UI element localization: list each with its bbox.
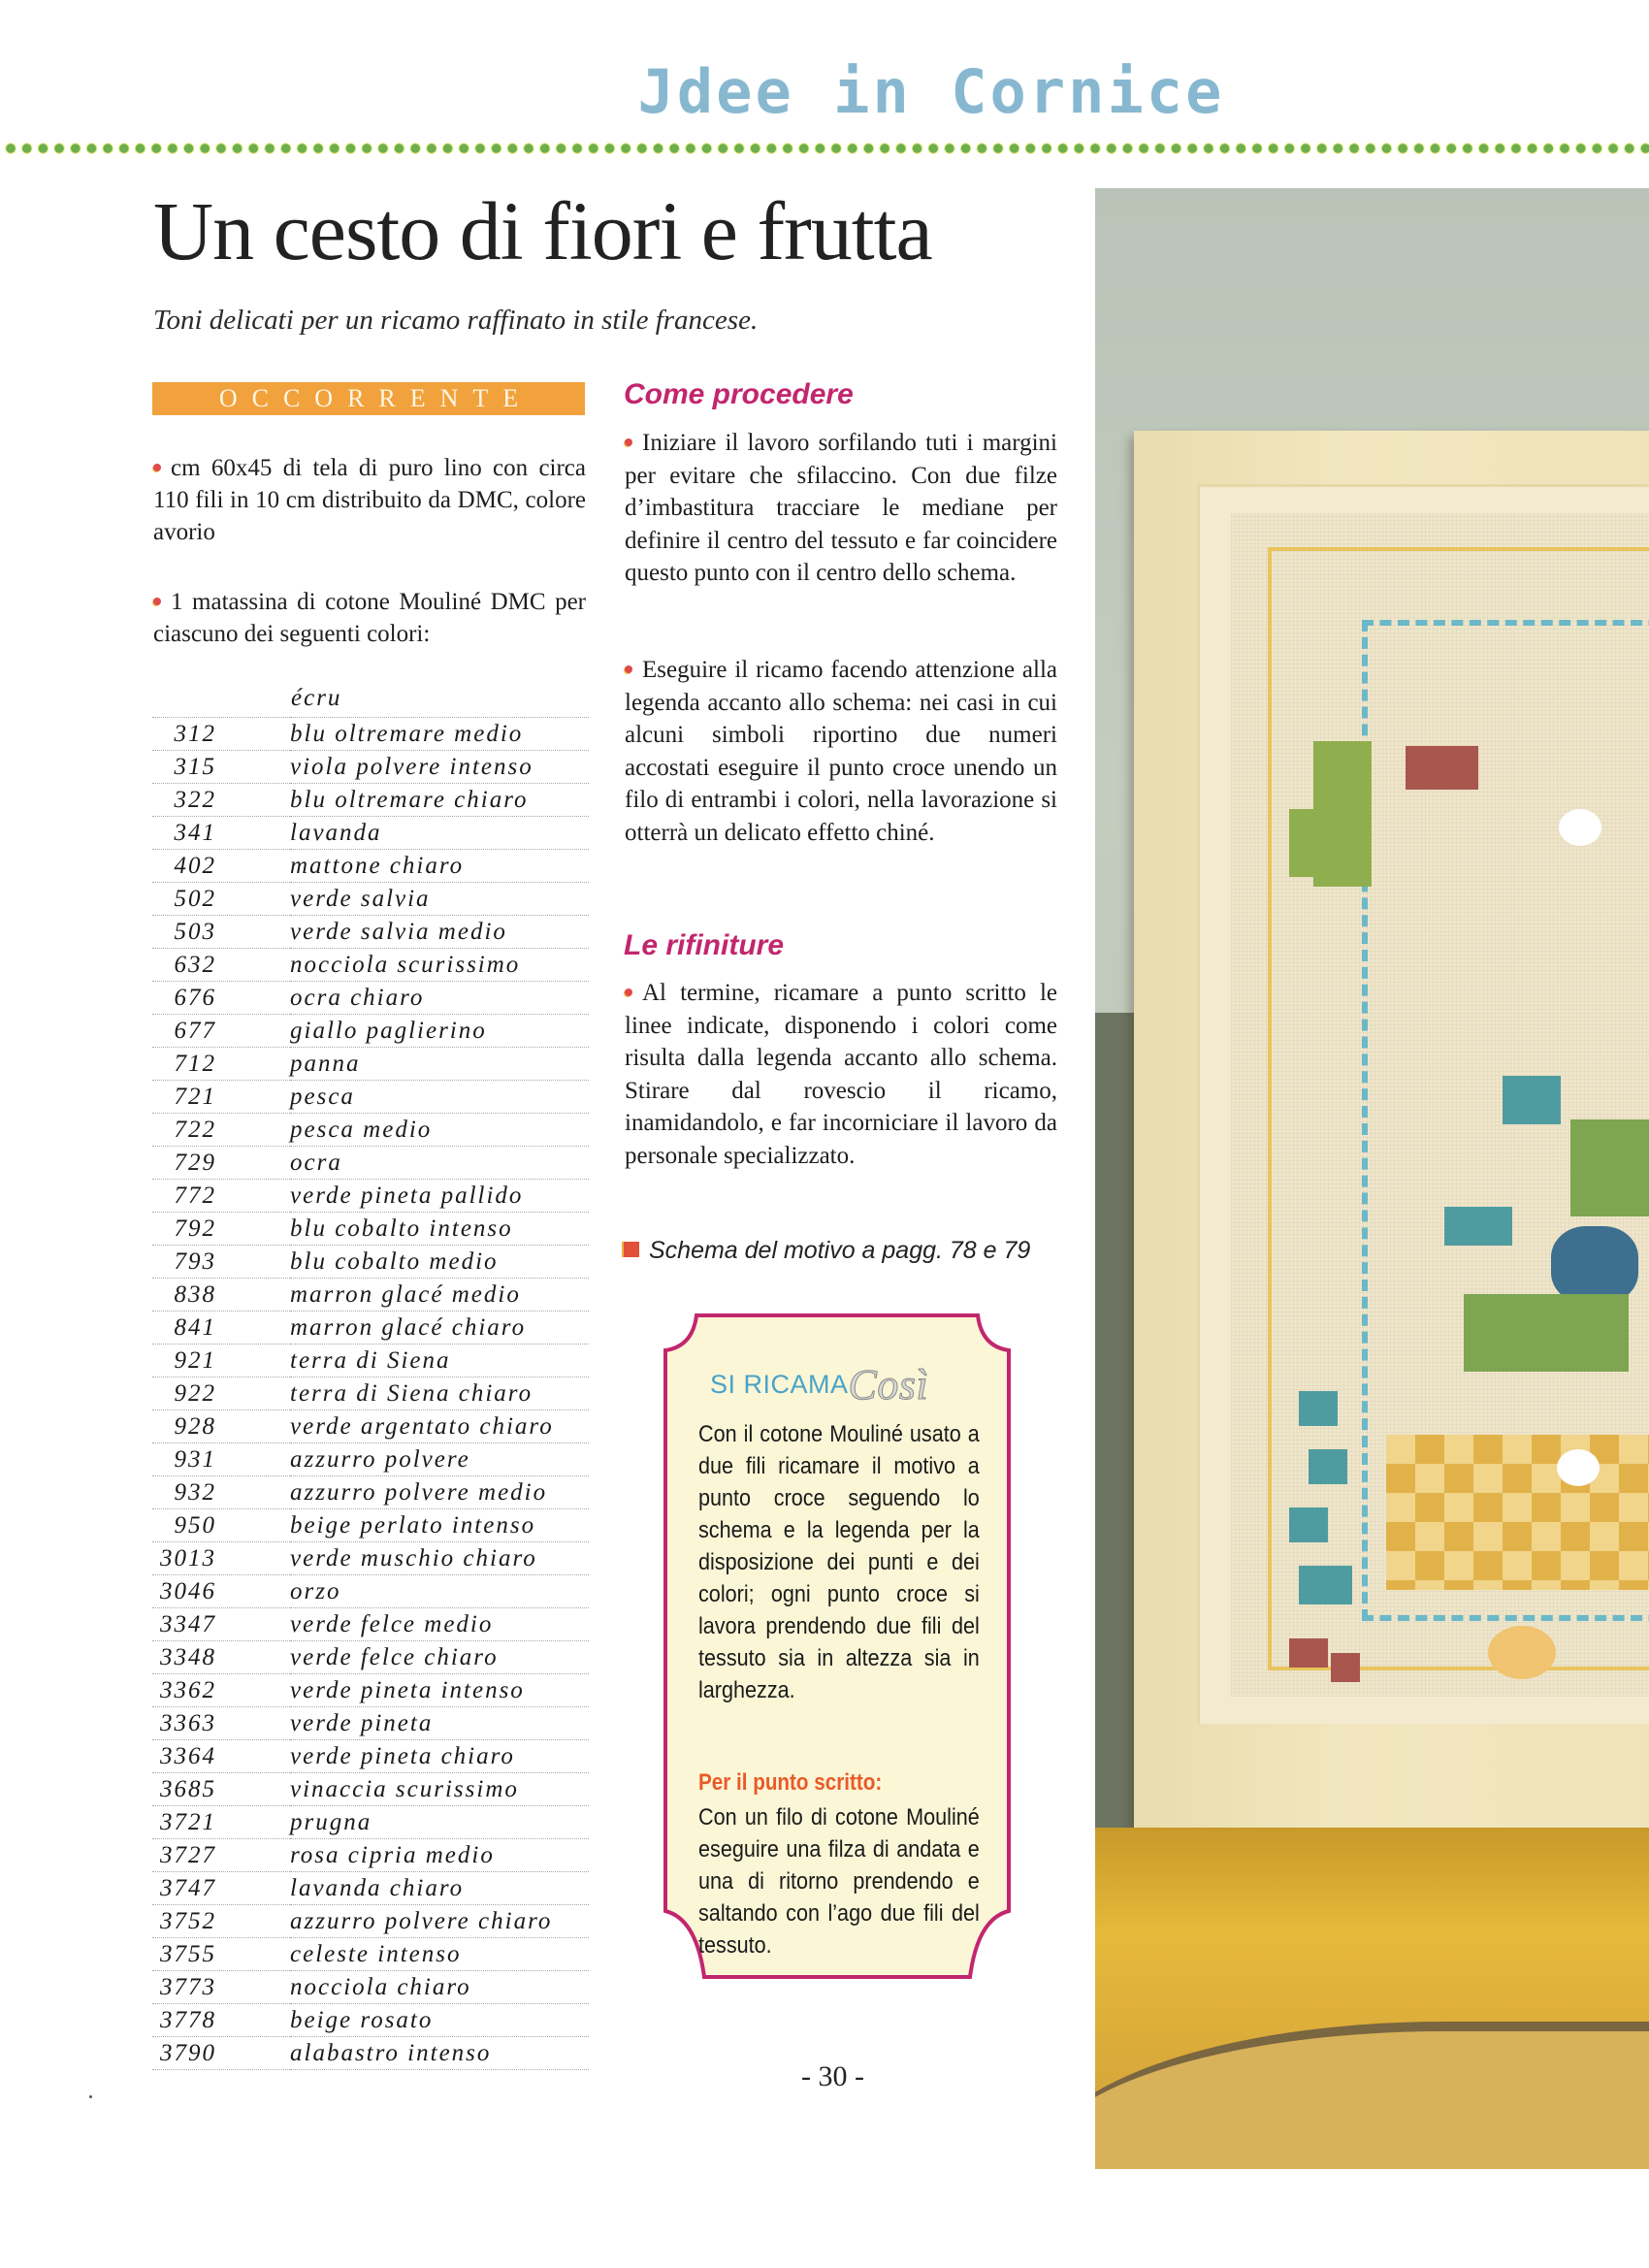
- color-name: lavanda: [290, 817, 589, 850]
- dmc-code: 921: [152, 1345, 290, 1377]
- color-name: beige perlato intenso: [290, 1509, 589, 1542]
- color-row: [152, 1575, 589, 1608]
- color-row: [152, 949, 589, 982]
- dmc-code: 3347: [152, 1608, 290, 1641]
- color-name: azzurro polvere chiaro: [290, 1905, 589, 1938]
- dmc-code: 3727: [152, 1839, 290, 1872]
- color-name: verde felce medio: [290, 1608, 589, 1641]
- color-row: [152, 1542, 589, 1575]
- color-name: prugna: [290, 1806, 589, 1839]
- dmc-code: 3773: [152, 1971, 290, 2004]
- bullet-icon: [625, 438, 632, 446]
- color-row: [152, 1345, 589, 1377]
- color-row: [152, 1641, 589, 1674]
- color-row: [152, 1410, 589, 1443]
- color-row: [152, 2004, 589, 2037]
- color-name: beige rosato: [290, 2004, 589, 2037]
- procedure-paragraph: Iniziare il lavoro sorfilando tuti i margini per evitare che sfilaccino. Con due filze d’imbastitura tracciare le mediane per definire il centro del tessuto e far coincidere questo punto con il centro dello schema.: [625, 430, 1057, 586]
- info-box-subheading: Per il punto scritto:: [698, 1769, 883, 1796]
- dmc-code: 3364: [152, 1740, 290, 1773]
- dmc-code: 838: [152, 1279, 290, 1312]
- dmc-code: 931: [152, 1443, 290, 1476]
- color-row: [152, 1839, 589, 1872]
- dmc-code: 841: [152, 1312, 290, 1345]
- color-name: pesca medio: [290, 1114, 589, 1147]
- bullet-icon: [625, 988, 632, 996]
- color-row: [152, 1081, 589, 1114]
- color-row: [152, 2037, 589, 2070]
- info-box-title-script: Così: [848, 1361, 929, 1409]
- color-name: azzurro polvere: [290, 1443, 589, 1476]
- color-name: verde muschio chiaro: [290, 1542, 589, 1575]
- dmc-code: 3721: [152, 1806, 290, 1839]
- color-name: verde pineta intenso: [290, 1674, 589, 1707]
- color-name: verde argentato chiaro: [290, 1410, 589, 1443]
- article-title: Un cesto di fiori e frutta: [153, 184, 932, 277]
- dmc-code: 3778: [152, 2004, 290, 2037]
- color-row: [152, 850, 589, 883]
- color-row: [152, 1905, 589, 1938]
- square-bullet-icon: [624, 1242, 639, 1257]
- small-flower-motif: [1309, 1449, 1347, 1484]
- dmc-code: 402: [152, 850, 290, 883]
- dmc-code: 3685: [152, 1773, 290, 1806]
- color-name: marron glacé medio: [290, 1279, 589, 1312]
- leaf-motif: [1444, 1207, 1512, 1246]
- dmc-code: 312: [152, 718, 290, 751]
- article-subtitle: Toni delicati per un ricamo raffinato in stile francese.: [153, 305, 759, 336]
- dmc-code: 928: [152, 1410, 290, 1443]
- color-name: ocra chiaro: [290, 982, 589, 1015]
- color-row: [152, 1213, 589, 1246]
- color-name: blu oltremare chiaro: [290, 784, 589, 817]
- dmc-code: 3348: [152, 1641, 290, 1674]
- page-number: - 30 -: [801, 2060, 864, 2092]
- color-row: [152, 1938, 589, 1971]
- bullet-icon: [153, 598, 161, 605]
- color-name: terra di Siena chiaro: [290, 1377, 589, 1410]
- color-name: verde salvia medio: [290, 916, 589, 949]
- color-row: [152, 1114, 589, 1147]
- dotted-divider: [4, 142, 1649, 155]
- blue-flower-motif: [1503, 1076, 1561, 1124]
- finishing-paragraph: Al termine, ricamare a punto scritto le linee indicate, disponendo i colori come risulta dalla legenda accanto allo schema. Stirare dal rovescio il ricamo, inamidandolo, e far incorniciare il lavoro da personale specializzato.: [625, 980, 1057, 1169]
- dmc-code: 729: [152, 1147, 290, 1180]
- color-name: ocra: [290, 1147, 589, 1180]
- color-name: verde pineta: [290, 1707, 589, 1740]
- color-row: [152, 1872, 589, 1905]
- info-box-text: Con il cotone Mouliné usato a due fili ricamare il motivo a punto croce seguendo lo schema e la legenda per la disposizione dei punti e dei colori; ogni punto croce si lavora prendendo due fili del tessuto sia in altezza sia in larghezza.: [698, 1421, 980, 1703]
- dmc-code: 712: [152, 1048, 290, 1081]
- leaf-motif: [1464, 1294, 1629, 1372]
- dmc-code: 3362: [152, 1674, 290, 1707]
- color-row: [152, 1147, 589, 1180]
- color-row: [152, 1740, 589, 1773]
- dmc-code: 3752: [152, 1905, 290, 1938]
- color-row: [152, 1279, 589, 1312]
- color-row: [152, 1509, 589, 1542]
- materials-item-text: 1 matassina di cotone Mouliné DMC per ciascuno dei seguenti colori:: [153, 589, 586, 647]
- dmc-code: 772: [152, 1180, 290, 1213]
- occorrente-label: OCCORRENTE: [152, 382, 585, 415]
- color-name: pesca: [290, 1081, 589, 1114]
- embroidery-photo: [1095, 188, 1649, 2169]
- color-row: [152, 1773, 589, 1806]
- dmc-code: 3755: [152, 1938, 290, 1971]
- cherry-motif: [1289, 1638, 1328, 1668]
- color-name: nocciola scurissimo: [290, 949, 589, 982]
- color-row: [152, 784, 589, 817]
- color-name: lavanda chiaro: [290, 1872, 589, 1905]
- materials-item: [153, 452, 586, 548]
- dmc-code: 3013: [152, 1542, 290, 1575]
- dmc-code: 676: [152, 982, 290, 1015]
- color-list: [152, 717, 589, 2070]
- info-box-si-ricama-cosi: [662, 1312, 1013, 1981]
- dmc-code: 632: [152, 949, 290, 982]
- color-row: [152, 883, 589, 916]
- dmc-code: 503: [152, 916, 290, 949]
- color-row: [152, 1806, 589, 1839]
- dmc-code: 722: [152, 1114, 290, 1147]
- color-row: [152, 1707, 589, 1740]
- color-name: blu cobalto intenso: [290, 1213, 589, 1246]
- color-name: verde felce chiaro: [290, 1641, 589, 1674]
- binder-hole: [1559, 809, 1601, 846]
- cherry-motif: [1331, 1653, 1360, 1682]
- dmc-code: 932: [152, 1476, 290, 1509]
- dmc-code: 922: [152, 1377, 290, 1410]
- dmc-code: 3046: [152, 1575, 290, 1608]
- color-name: verde salvia: [290, 883, 589, 916]
- running-head: Jdee in Cornice: [637, 56, 1225, 127]
- color-row: [152, 1971, 589, 2004]
- color-name: rosa cipria medio: [290, 1839, 589, 1872]
- color-row: [152, 1180, 589, 1213]
- color-name: giallo paglierino: [290, 1015, 589, 1048]
- color-row: [152, 1443, 589, 1476]
- small-flower-motif: [1299, 1566, 1352, 1604]
- color-name: terra di Siena: [290, 1345, 589, 1377]
- small-flower-motif: [1299, 1391, 1338, 1426]
- color-name: vinaccia scurissimo: [290, 1773, 589, 1806]
- schema-reference: Schema del motivo a pagg. 78 e 79: [624, 1237, 1030, 1265]
- materials-item-text: cm 60x45 di tela di puro lino con circa 110 fili in 10 cm distribuito da DMC, colore avorio: [153, 455, 586, 545]
- scan-speck: [89, 2095, 92, 2098]
- color-name: azzurro polvere medio: [290, 1476, 589, 1509]
- grape-cluster-motif: [1289, 809, 1333, 877]
- bullet-icon: [625, 665, 632, 673]
- dmc-code: 677: [152, 1015, 290, 1048]
- leaf-motif: [1570, 1119, 1649, 1216]
- bullet-icon: [153, 464, 161, 471]
- color-name: panna: [290, 1048, 589, 1081]
- color-row: [152, 1476, 589, 1509]
- basket-check-motif: [1386, 1435, 1649, 1590]
- color-name: celeste intenso: [290, 1938, 589, 1971]
- color-name: blu oltremare medio: [290, 718, 589, 751]
- dmc-code: 502: [152, 883, 290, 916]
- color-name: marron glacé chiaro: [290, 1312, 589, 1345]
- dmc-code: 950: [152, 1509, 290, 1542]
- dmc-code: 721: [152, 1081, 290, 1114]
- dmc-code: 3747: [152, 1872, 290, 1905]
- dmc-code: 341: [152, 817, 290, 850]
- cherry-motif: [1406, 746, 1478, 790]
- procedure-paragraph: Eseguire il ricamo facendo attenzione alla legenda accanto allo schema: nei casi in cui alcuni simboli riportino due numeri accostati eseguire il punto croce unendo un filo di entrambi i colori, nella lavorazione si otterrà un delicato effetto chiné.: [625, 657, 1057, 846]
- color-row: [152, 718, 589, 751]
- color-name: nocciola chiaro: [290, 1971, 589, 2004]
- color-row: [152, 1015, 589, 1048]
- color-name: verde pineta chiaro: [290, 1740, 589, 1773]
- color-row: [152, 1377, 589, 1410]
- color-name: mattone chiaro: [290, 850, 589, 883]
- color-row: [152, 982, 589, 1015]
- plum-motif: [1551, 1226, 1638, 1304]
- peach-motif: [1488, 1626, 1556, 1679]
- dmc-code: 3790: [152, 2037, 290, 2070]
- info-box-title: SI RICAMACosì: [710, 1361, 929, 1409]
- color-row: [152, 916, 589, 949]
- color-row: [152, 751, 589, 784]
- color-row: [152, 1048, 589, 1081]
- color-name: viola polvere intenso: [290, 751, 589, 784]
- color-ecru: écru: [291, 685, 342, 711]
- color-name: orzo: [290, 1575, 589, 1608]
- info-box-text-2: Con un filo di cotone Mouliné eseguire una filza di andata e una di ritorno prendendo e saltando con l’ago due fili del tessuto.: [698, 1804, 980, 1959]
- color-name: verde pineta pallido: [290, 1180, 589, 1213]
- color-row: [152, 1246, 589, 1279]
- small-flower-motif: [1289, 1507, 1328, 1542]
- color-row: [152, 817, 589, 850]
- heading-come-procedere: Come procedere: [624, 378, 854, 410]
- color-row: [152, 1674, 589, 1707]
- dmc-code: 3363: [152, 1707, 290, 1740]
- dmc-code: 793: [152, 1246, 290, 1279]
- binder-hole: [1557, 1449, 1600, 1486]
- materials-item: [153, 586, 586, 650]
- dmc-code: 315: [152, 751, 290, 784]
- color-name: blu cobalto medio: [290, 1246, 589, 1279]
- color-row: [152, 1312, 589, 1345]
- dmc-code: 792: [152, 1213, 290, 1246]
- color-row: [152, 1608, 589, 1641]
- heading-rifiniture: Le rifiniture: [624, 929, 785, 961]
- dmc-code: 322: [152, 784, 290, 817]
- color-name: alabastro intenso: [290, 2037, 589, 2070]
